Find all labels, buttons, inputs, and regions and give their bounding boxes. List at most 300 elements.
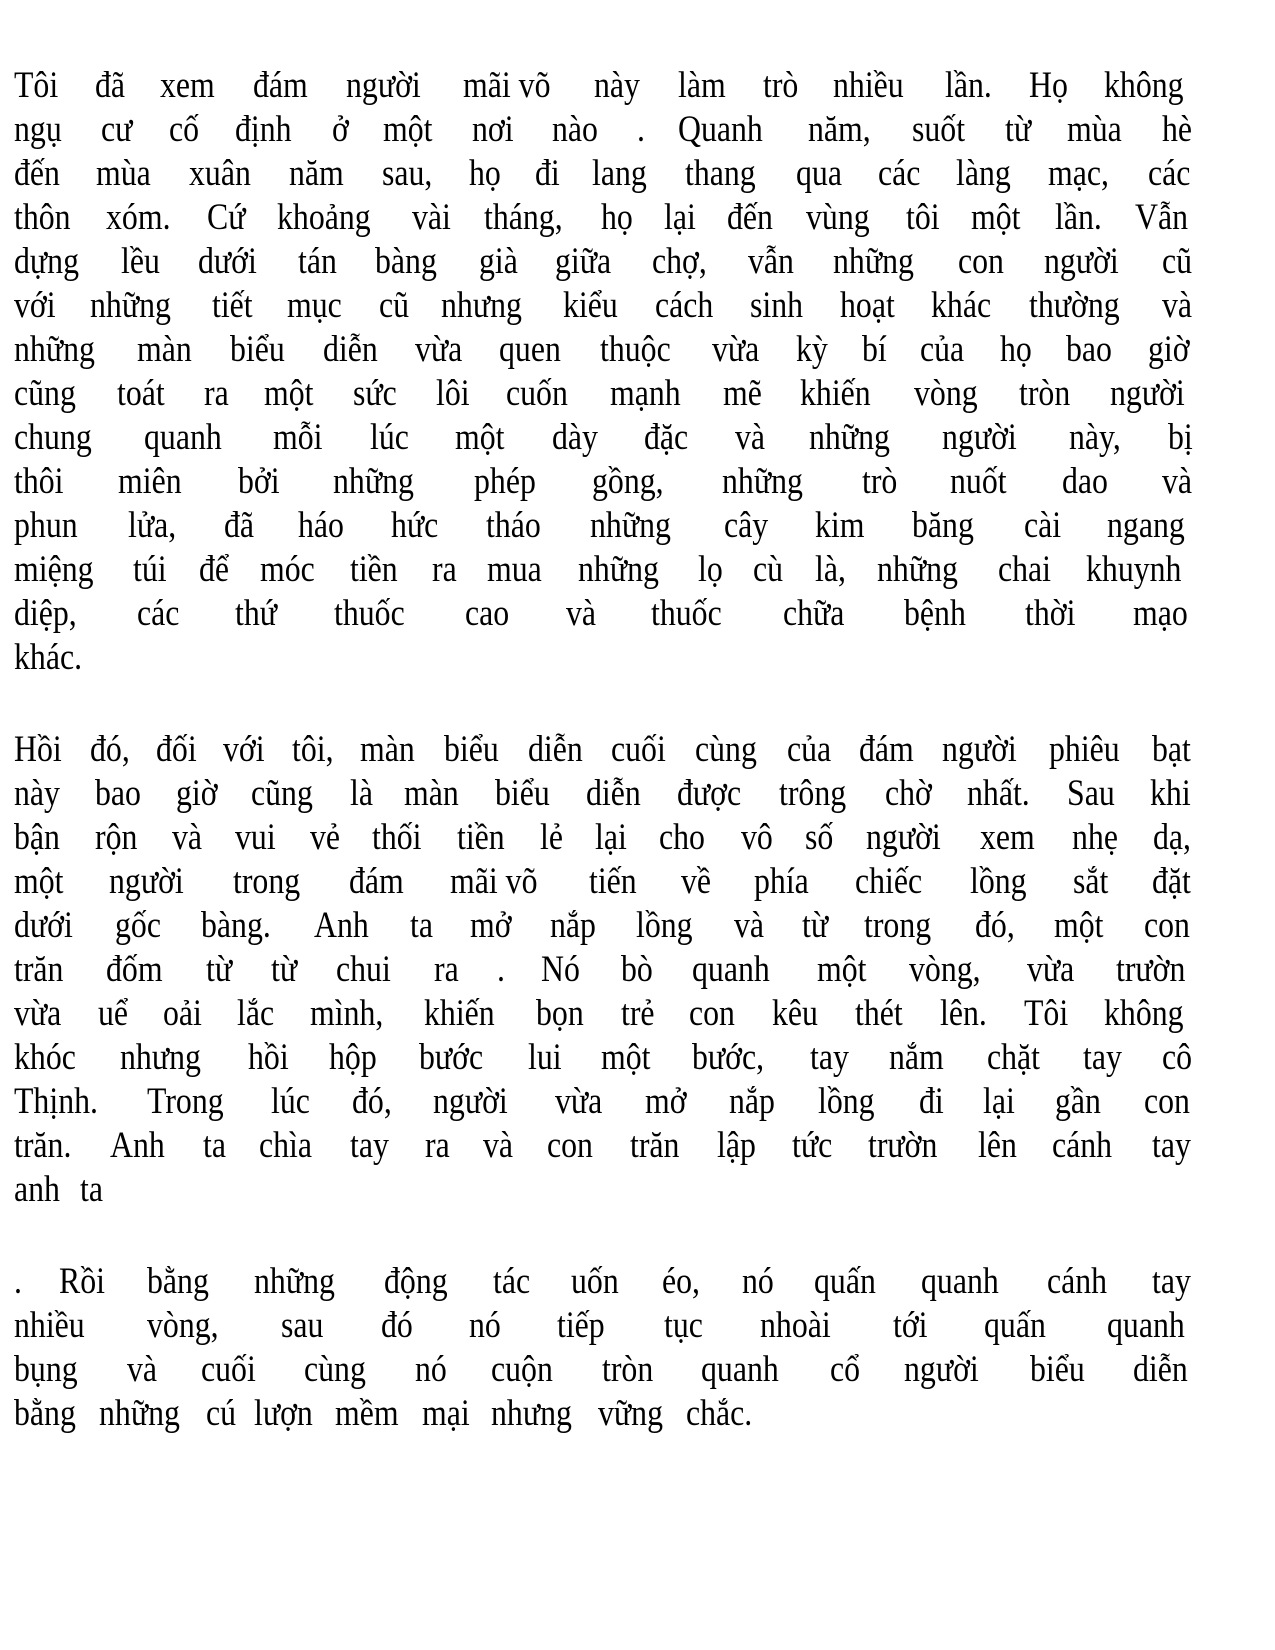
word: lượn (253, 1393, 313, 1434)
word: đã (223, 505, 254, 546)
word: vài (412, 197, 452, 238)
word: diễn (1133, 1349, 1188, 1390)
word: con (547, 1125, 594, 1166)
word: tiết (211, 285, 253, 326)
word: người (1043, 241, 1119, 282)
word: ra (424, 1125, 450, 1166)
word: trườn (1116, 949, 1186, 990)
word: cũ (378, 285, 409, 326)
word: nhiều (14, 1305, 85, 1346)
text-line (14, 108, 1197, 152)
word: khi (1149, 773, 1191, 814)
word: những (98, 1393, 180, 1434)
word: lắc (237, 993, 275, 1034)
word: thôn (14, 197, 71, 238)
word: khóc (14, 1037, 76, 1078)
word: cùng (303, 1349, 366, 1390)
word: chìa (259, 1125, 313, 1166)
word: Anh (110, 1125, 165, 1166)
word: lần. (945, 65, 993, 106)
word: mua (487, 549, 543, 590)
word: nó (741, 1261, 774, 1302)
word: đám (348, 861, 404, 902)
word: quanh (700, 1349, 779, 1390)
word: diễn (586, 773, 642, 814)
word: qua (795, 153, 842, 194)
word: một (1053, 905, 1104, 946)
word: người (433, 1081, 508, 1122)
word: bằng (147, 1261, 210, 1302)
word: nhoài (759, 1305, 831, 1346)
word: cuộn (491, 1349, 553, 1390)
word: hè (1161, 109, 1192, 150)
word: và (566, 593, 597, 634)
word: trẻ (620, 993, 655, 1034)
word: quấn (983, 1305, 1046, 1346)
word: chắc. (686, 1393, 753, 1434)
word: các (136, 593, 179, 634)
word: Hồi (14, 729, 62, 770)
word: làm (677, 65, 726, 106)
text-line (14, 372, 1197, 416)
word: chui (335, 949, 391, 990)
word: Nó (540, 949, 580, 990)
text-line (14, 548, 1197, 592)
word: từ (271, 949, 298, 990)
word: cho (659, 817, 706, 858)
word: nhưng (441, 285, 523, 326)
word: cũng (251, 773, 314, 814)
text-line (14, 196, 1197, 240)
word: dựng (14, 241, 79, 282)
word: kim (814, 505, 865, 546)
word: sau (281, 1305, 324, 1346)
word: phép (473, 461, 536, 502)
word: lồng (817, 1081, 875, 1122)
word: làng (955, 153, 1011, 194)
word: họ (600, 197, 633, 238)
paragraph (14, 64, 1197, 680)
word: ra (204, 373, 230, 414)
word: vừa (1026, 949, 1075, 990)
word: lang (592, 153, 647, 194)
word: trăn (14, 949, 64, 990)
word: bước (418, 1037, 484, 1078)
word: và (483, 1125, 514, 1166)
word: Rồi (58, 1261, 105, 1302)
word: diệp, (14, 593, 77, 634)
word: năm (289, 153, 345, 194)
word: nó (414, 1349, 447, 1390)
word: miệng (14, 549, 94, 590)
word: Vẫn (1135, 197, 1189, 238)
word: các (1147, 153, 1191, 194)
word: những (333, 461, 415, 502)
word: cũng (14, 373, 76, 414)
word: từ (801, 905, 828, 946)
word: quanh (1106, 1305, 1185, 1346)
word: thường (1028, 285, 1120, 326)
word: ngang (1106, 505, 1185, 546)
word: người (865, 817, 941, 858)
word: lửa, (127, 505, 176, 546)
text-line (14, 1036, 1197, 1080)
word: gần (1054, 1081, 1101, 1122)
word: ra (432, 549, 457, 590)
word: sinh (750, 285, 804, 326)
word: biểu (229, 329, 285, 370)
word: xuân (188, 153, 251, 194)
word: vòng, (909, 949, 981, 990)
word: được (677, 773, 742, 814)
word: bụng (14, 1349, 78, 1390)
word: khiến (424, 993, 496, 1034)
word: những (254, 1261, 336, 1302)
word: lồng (970, 861, 1027, 902)
word: tiền (350, 549, 398, 590)
word: cách (654, 285, 713, 326)
text-line (14, 152, 1197, 196)
word: từ (1005, 109, 1032, 150)
word: đó, (89, 729, 130, 770)
word: những (589, 505, 671, 546)
word: người (1110, 373, 1185, 414)
word: bằng (14, 1393, 76, 1434)
word: biểu (443, 729, 499, 770)
word: vẻ (309, 817, 340, 858)
word: mại (422, 1393, 471, 1434)
word: một (454, 417, 505, 458)
word: lập (717, 1125, 756, 1166)
word: nó (469, 1305, 502, 1346)
word: người (942, 729, 1018, 770)
word: vòng (913, 373, 978, 414)
word: suốt (911, 109, 966, 150)
word: dưới (198, 241, 257, 282)
word: tháo (486, 505, 541, 546)
word: phía (753, 861, 809, 902)
word: các (877, 153, 921, 194)
word: sau, (381, 153, 433, 194)
word: mùa (96, 153, 151, 194)
text-line (14, 816, 1197, 860)
word: miên (118, 461, 182, 502)
word: mục (287, 285, 342, 326)
word: này, (1068, 417, 1121, 458)
word: bởi (238, 461, 281, 502)
word: kiểu (563, 285, 618, 326)
word: trông (779, 773, 847, 814)
word: tay (810, 1037, 849, 1078)
word: Trong (146, 1081, 224, 1122)
word: anh (14, 1169, 60, 1210)
word: mạo (1133, 593, 1189, 634)
word: phun (14, 505, 78, 546)
word: với (14, 285, 56, 326)
word: nhưng (490, 1393, 572, 1434)
word: mạc, (1048, 153, 1110, 194)
word: lại (594, 817, 627, 858)
word: thét (854, 993, 903, 1034)
text-line (14, 416, 1197, 460)
word: bọn (536, 993, 584, 1034)
word: lui (527, 1037, 562, 1078)
word: này (14, 773, 60, 814)
word: bàng (374, 241, 437, 282)
word: mình, (309, 993, 384, 1034)
word: cánh (1046, 1261, 1107, 1302)
word: con (689, 993, 736, 1034)
word: . (636, 109, 645, 150)
word: cố (168, 109, 199, 150)
word: nhưng (119, 1037, 201, 1078)
word: người (108, 861, 184, 902)
word: của (787, 729, 832, 770)
word: họ (999, 329, 1032, 370)
word: những (14, 329, 95, 370)
word: tức (791, 1125, 832, 1166)
word: băng (911, 505, 974, 546)
word: một (600, 1037, 651, 1078)
word: quanh (692, 949, 770, 990)
word: và (734, 905, 765, 946)
word: chợ, (652, 241, 708, 282)
word: tháng, (483, 197, 563, 238)
word: chiếc (854, 861, 922, 902)
word: mãi võ (449, 861, 538, 902)
word: vừa (555, 1081, 603, 1122)
word: vững (597, 1393, 663, 1434)
word: phiêu (1049, 729, 1121, 770)
word: . (497, 949, 506, 990)
text-line (14, 1348, 1197, 1392)
word: đó, (974, 905, 1015, 946)
word: Quanh (677, 109, 763, 150)
word: nơi (472, 109, 514, 150)
word: những (809, 417, 890, 458)
word: và (734, 417, 765, 458)
word: những (577, 549, 659, 590)
word: năm, (807, 109, 871, 150)
word: một (14, 861, 64, 902)
word: mùa (1066, 109, 1122, 150)
word: khuynh (1085, 549, 1182, 590)
word: màn (137, 329, 192, 370)
word: đến (726, 197, 773, 238)
word: lần. (1054, 197, 1102, 238)
word: ra (434, 949, 459, 990)
word: tới (892, 1305, 928, 1346)
word: trò (862, 461, 898, 502)
word: trong (864, 905, 932, 946)
text-line (14, 328, 1197, 372)
word: và (172, 817, 203, 858)
text-line (14, 1304, 1197, 1348)
word: kỳ (795, 329, 828, 370)
word: diễn (527, 729, 583, 770)
word: mở (469, 905, 512, 946)
word: đến (14, 153, 60, 194)
word: số (805, 817, 834, 858)
word: bận (14, 817, 60, 858)
text-line (14, 904, 1197, 948)
text-line (14, 284, 1197, 328)
word: tôi (906, 197, 940, 238)
word: đó, (351, 1081, 392, 1122)
word: lên. (939, 993, 987, 1034)
word: người (346, 65, 422, 106)
word: một (264, 373, 314, 414)
word: mở (645, 1081, 688, 1122)
word: ta (80, 1169, 104, 1210)
word: nắp (550, 905, 597, 946)
word: tán (298, 241, 337, 282)
word: nuốt (949, 461, 1007, 502)
word: trong (233, 861, 301, 902)
word: không (1104, 993, 1184, 1034)
document-body (14, 64, 1197, 1436)
word: giữa (555, 241, 612, 282)
word: đặt (1151, 861, 1191, 902)
word: về (681, 861, 712, 902)
word: chai (997, 549, 1051, 590)
word: động (383, 1261, 448, 1302)
word: thuộc (600, 329, 672, 370)
word: quấn (813, 1261, 876, 1302)
word: ở (332, 109, 350, 150)
word: cù (753, 549, 784, 590)
word: Thịnh. (14, 1081, 98, 1122)
word: con (1143, 905, 1190, 946)
word: móc (259, 549, 315, 590)
word: xem (980, 817, 1036, 858)
text-line (14, 728, 1197, 772)
word: ta (410, 905, 434, 946)
word: nắm (889, 1037, 945, 1078)
word: tay (350, 1125, 390, 1166)
word: dưới (14, 905, 73, 946)
text-line (14, 1080, 1197, 1124)
word: hức (391, 505, 439, 546)
word: đám (858, 729, 914, 770)
word: vừa (711, 329, 759, 370)
word: và (127, 1349, 158, 1390)
word: lại (982, 1081, 1015, 1122)
text-line (14, 240, 1197, 284)
word: cư (100, 109, 133, 150)
word: đối (155, 729, 197, 770)
word: quanh (920, 1261, 999, 1302)
word: túi (132, 549, 167, 590)
word: trò (762, 65, 799, 106)
word: mạnh (609, 373, 681, 414)
text-line (14, 992, 1197, 1036)
word: lôi (435, 373, 470, 414)
word: lúc (271, 1081, 311, 1122)
word: nhất. (966, 773, 1030, 814)
word: bị (1168, 417, 1193, 458)
word: con (958, 241, 1005, 282)
word: nhiều (833, 65, 905, 106)
word: cuối (201, 1349, 256, 1390)
word: bí (861, 329, 887, 370)
word: cuốn (506, 373, 569, 414)
word: thứ (235, 593, 278, 634)
word: Tôi (14, 65, 59, 106)
word: tròn (602, 1349, 654, 1390)
word: hồi (248, 1037, 289, 1078)
word: trăn. (14, 1125, 72, 1166)
word: khoảng (277, 197, 372, 238)
word: lại (663, 197, 696, 238)
word: một (971, 197, 1021, 238)
word: bạt (1151, 729, 1191, 770)
word: cô (1162, 1037, 1193, 1078)
word: bò (620, 949, 653, 990)
word: chờ (884, 773, 932, 814)
word: họ (468, 153, 501, 194)
word: những (877, 549, 959, 590)
word: dày (551, 417, 598, 458)
word: Cứ (206, 197, 246, 238)
word: thang (684, 153, 756, 194)
word: gốc (114, 905, 161, 946)
word: của (919, 329, 964, 370)
word: giờ (175, 773, 218, 814)
text-line (14, 460, 1197, 504)
word: và (1161, 461, 1192, 502)
word: kêu (772, 993, 819, 1034)
word: toát (117, 373, 166, 414)
word: đi (534, 153, 560, 194)
word: đó (381, 1305, 414, 1346)
word: lẻ (540, 817, 564, 858)
word: những (832, 241, 914, 282)
word: hoạt (839, 285, 895, 326)
word: mềm (335, 1393, 399, 1434)
word: nào (552, 109, 599, 150)
word: đã (95, 65, 126, 106)
word: cuối (611, 729, 667, 770)
word: tay (1082, 1037, 1122, 1078)
word: cài (1023, 505, 1061, 546)
word: chung (14, 417, 92, 458)
word: nắp (729, 1081, 775, 1122)
word: thối (372, 817, 422, 858)
word: tục (663, 1305, 703, 1346)
paragraph (14, 728, 1197, 1212)
word: Sau (1066, 773, 1115, 814)
word: một (817, 949, 867, 990)
text-line (14, 1168, 1197, 1212)
word: bước, (692, 1037, 765, 1078)
word: cũ (1162, 241, 1193, 282)
word: hộp (329, 1037, 378, 1078)
word: bao (1065, 329, 1112, 370)
word: vừa (415, 329, 463, 370)
word: một (383, 109, 433, 150)
word: trăn (630, 1125, 680, 1166)
paragraph (14, 1260, 1197, 1436)
word: gồng, (592, 461, 664, 502)
word: khác. (14, 637, 83, 678)
word: người (942, 417, 1018, 458)
word: với (223, 729, 265, 770)
word: bàng. (200, 905, 271, 946)
word: già (478, 241, 518, 282)
word: lên (977, 1125, 1017, 1166)
word: nhẹ (1071, 817, 1118, 858)
